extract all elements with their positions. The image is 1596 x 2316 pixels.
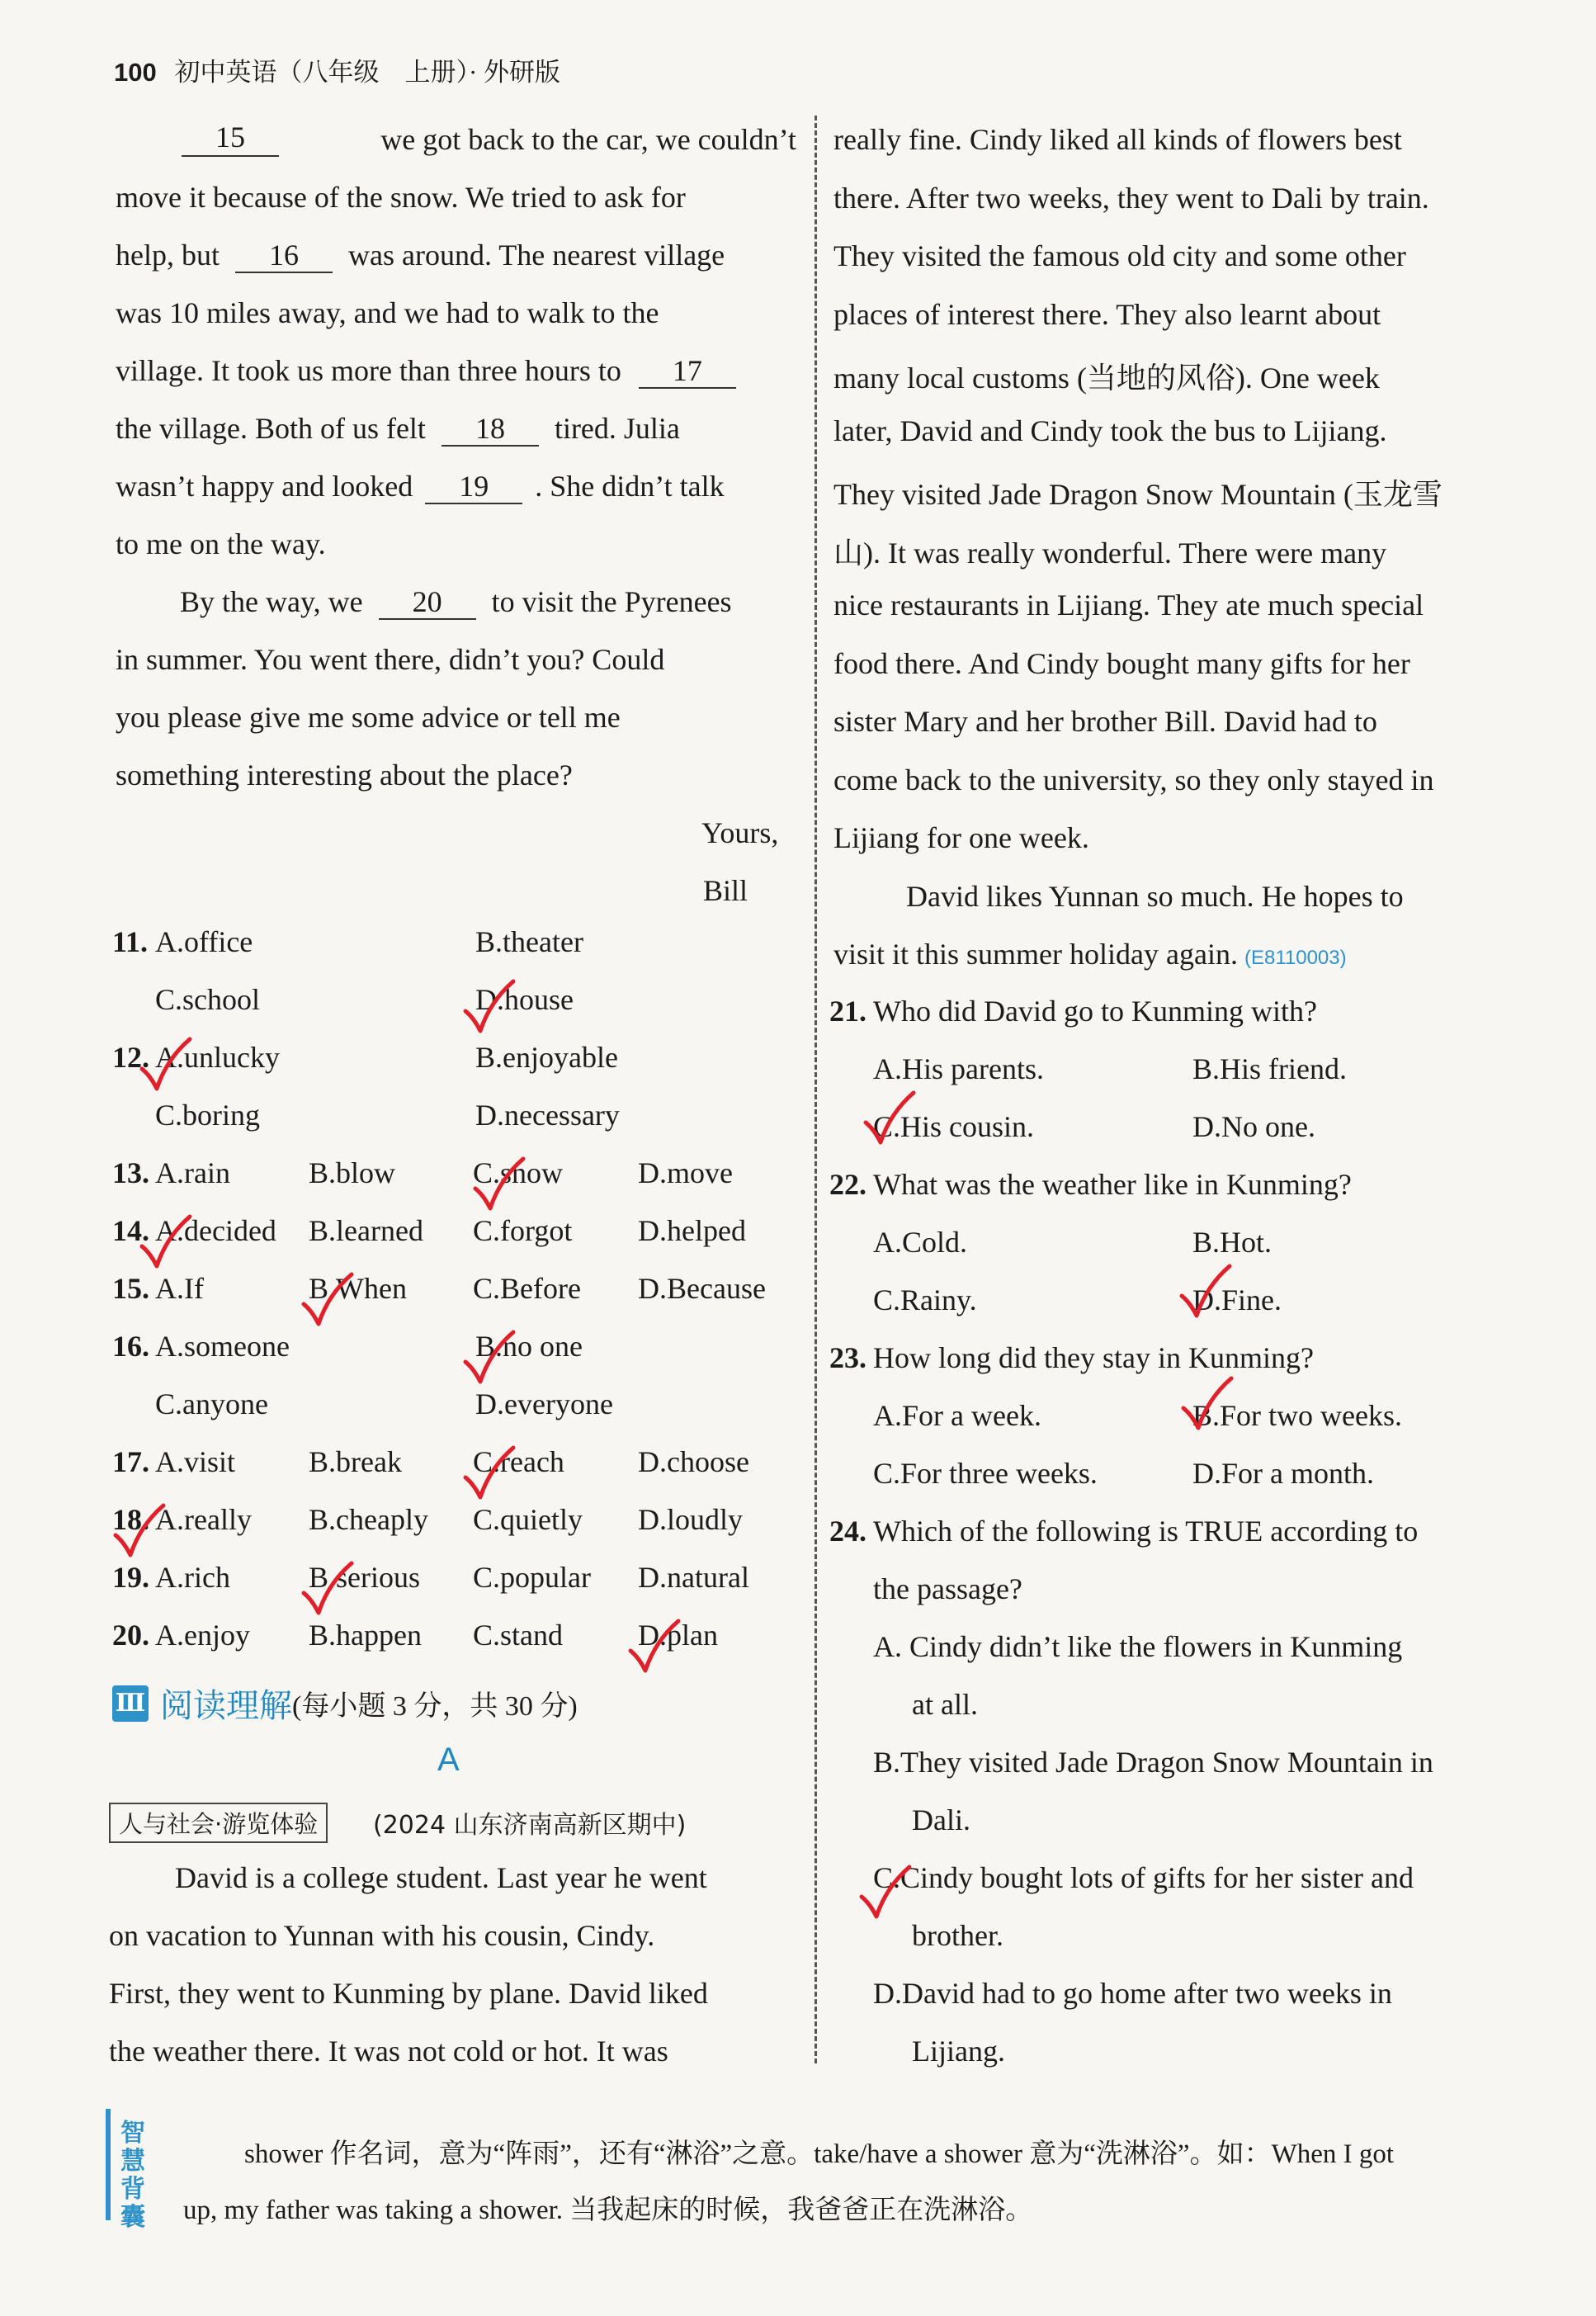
option-c: C.snow — [473, 1156, 564, 1189]
blank-16: 16 — [235, 240, 333, 273]
part-label: A — [437, 1742, 460, 1778]
blank-18: 18 — [441, 414, 539, 447]
tip-label: 智慧背囊 — [120, 2119, 145, 2232]
line-text: Lijiang for one week. — [833, 821, 1089, 854]
tip-bar — [106, 2109, 111, 2220]
option-b-cont: Dali. — [912, 1803, 970, 1836]
passage-line — [833, 239, 1514, 273]
passage-line — [833, 530, 1514, 572]
passage-line — [833, 588, 1514, 622]
check-mark-icon — [1178, 1263, 1236, 1321]
passage-line — [833, 937, 1347, 971]
question-text: Which of the following is TRUE according to — [873, 1515, 1419, 1548]
passage-line — [833, 646, 1514, 681]
option-b: B.Hot. — [1192, 1226, 1273, 1259]
passage-line: you please give me some advice or tell me — [116, 701, 621, 734]
option-a: A.enjoy — [155, 1619, 250, 1652]
question-code: (E8110003) — [1244, 947, 1347, 969]
passage-line — [833, 122, 1514, 157]
section-heading — [112, 1680, 578, 1727]
option-d: D.David had to go home after two weeks in — [873, 1977, 1392, 2010]
question-number: 12. — [112, 1041, 149, 1074]
passage-line — [833, 471, 1514, 513]
passage-line — [116, 122, 796, 157]
tip-line: up, my father was taking a shower. 当我起床的时候，我爸爸正在洗淋浴。 — [183, 2195, 1033, 2225]
option-d: D.house — [475, 983, 574, 1016]
passage-line — [833, 355, 1514, 397]
option-a: A.visit — [155, 1445, 236, 1478]
check-mark-icon — [472, 1156, 530, 1213]
check-mark-icon — [462, 1329, 520, 1387]
source-note: (2024 山东济南高新区期中) — [373, 1811, 687, 1840]
option-d: D.For a month. — [1192, 1457, 1374, 1490]
option-a: A.For a week. — [873, 1399, 1041, 1432]
option-d: D.plan — [638, 1619, 718, 1652]
option-b: B.learned — [309, 1214, 423, 1247]
line-text: later, David and Cindy took the bus to Lijiang. — [833, 414, 1387, 447]
line-text: was around. The nearest village — [347, 239, 725, 272]
option-d: D.move — [638, 1156, 733, 1189]
passage-line — [833, 297, 1514, 332]
passage-line: to me on the way. — [116, 527, 326, 560]
blank-19: 19 — [425, 471, 522, 504]
blank-17: 17 — [639, 356, 736, 389]
option-b: B.theater — [475, 925, 583, 958]
passage-line — [116, 411, 796, 447]
option-c: C.boring — [155, 1099, 261, 1132]
option-c: C.anyone — [155, 1387, 268, 1420]
check-mark-icon — [462, 1444, 520, 1502]
option-b: B.His friend. — [1192, 1052, 1347, 1085]
option-a-cont: at all. — [912, 1688, 978, 1721]
passage-line: was 10 miles away, and we had to walk to the — [116, 296, 659, 329]
check-mark-icon — [139, 1036, 196, 1094]
option-c: C.popular — [473, 1561, 591, 1594]
option-b: B.happen — [309, 1619, 422, 1652]
line-text: there. After two weeks, they went to Dali by train. — [833, 181, 1429, 215]
passage-line: the weather there. It was not cold or hot. It was — [109, 2035, 668, 2068]
option-b: B.When — [309, 1272, 407, 1305]
line-text: David likes Yunnan so much. He hopes to — [906, 879, 1404, 913]
passage-line — [833, 763, 1514, 797]
line-text: wasn’t happy and looked — [116, 470, 413, 503]
blank-20: 20 — [379, 587, 476, 620]
line-text: By the way, we — [180, 585, 363, 618]
option-a: A.decided — [155, 1214, 276, 1247]
line-text: places of interest there. They also learnt about — [833, 297, 1381, 331]
question-number: 19. — [112, 1561, 149, 1594]
question-number: 11. — [112, 925, 149, 958]
check-mark-icon — [112, 1502, 170, 1560]
option-c: C.stand — [473, 1619, 564, 1652]
passage-line: something interesting about the place? — [116, 759, 573, 792]
option-c-cont: brother. — [912, 1919, 1003, 1952]
option-a: A.rich — [155, 1561, 230, 1594]
question-number: 21. — [829, 995, 866, 1028]
option-a: A.If — [155, 1272, 204, 1305]
option-a: A.rain — [155, 1156, 230, 1189]
question-number: 20. — [112, 1619, 149, 1652]
question-text: the passage? — [873, 1572, 1022, 1605]
passage-line — [906, 879, 1514, 914]
book-title: 初中英语（八年级 上册）· 外研版 — [174, 58, 561, 87]
line-text: They visited Jade Dragon Snow Mountain (玉龙雪 — [833, 478, 1443, 511]
option-b: B.enjoyable — [475, 1041, 618, 1074]
letter-closing: Yours, — [701, 816, 779, 849]
option-b: B.break — [309, 1445, 402, 1478]
line-text: food there. And Cindy bought many gifts for her — [833, 646, 1410, 680]
line-text: really fine. Cindy liked all kinds of flowers best — [833, 123, 1402, 156]
option-a: A.really — [155, 1503, 252, 1536]
option-a: A.His parents. — [873, 1052, 1044, 1085]
option-b: B.They visited Jade Dragon Snow Mountain in — [873, 1746, 1433, 1779]
line-text: the village. Both of us felt — [116, 412, 426, 445]
passage-line — [180, 584, 732, 620]
option-d: D.Because — [638, 1272, 766, 1305]
option-b: B.cheaply — [309, 1503, 428, 1536]
line-text: many local customs (当地的风俗). One week — [833, 362, 1380, 395]
option-d: D.necessary — [475, 1099, 620, 1132]
passage-line — [116, 238, 796, 273]
check-mark-icon — [627, 1618, 685, 1676]
page-number: 100 — [114, 58, 157, 87]
line-text: tired. Julia — [554, 412, 680, 445]
question-number: 14. — [112, 1214, 149, 1247]
tip-line: shower 作名词，意为“阵雨”，还有“淋浴”之意。take/have a shower 意为“洗淋浴”。如：When I got — [244, 2139, 1395, 2169]
check-mark-icon — [300, 1560, 358, 1618]
question-number: 18. — [112, 1503, 149, 1536]
option-c: C.His cousin. — [873, 1110, 1035, 1143]
question-number: 22. — [829, 1168, 866, 1201]
option-d: D.everyone — [475, 1387, 613, 1420]
passage-line: First, they went to Kunming by plane. David liked — [109, 1977, 708, 2010]
question-number: 17. — [112, 1445, 149, 1478]
column-divider — [815, 116, 817, 2063]
section-subtitle: (每小题 3 分，共 30 分) — [292, 1691, 578, 1722]
option-a: A.Cold. — [873, 1226, 968, 1259]
passage-line: on vacation to Yunnan with his cousin, Cindy. — [109, 1919, 655, 1952]
page-header — [114, 51, 560, 88]
question-number: 16. — [112, 1330, 149, 1363]
passage-line: in summer. You went there, didn’t you? Could — [116, 643, 665, 676]
question-number: 23. — [829, 1341, 866, 1374]
line-text: village. It took us more than three hours to — [116, 354, 621, 387]
check-mark-icon — [862, 1089, 920, 1147]
line-text: come back to the university, so they only stayed in — [833, 763, 1434, 796]
option-d: D.natural — [638, 1561, 749, 1594]
passage-line — [116, 469, 796, 504]
check-mark-icon — [462, 978, 520, 1036]
option-d-cont: Lijiang. — [912, 2035, 1005, 2068]
passage-line: David is a college student. Last year he went — [175, 1861, 707, 1894]
check-mark-icon — [1180, 1375, 1238, 1433]
option-c: C.Before — [473, 1272, 581, 1305]
option-b: B.For two weeks. — [1192, 1399, 1402, 1432]
option-b: B.no one — [475, 1330, 583, 1363]
option-b: B.blow — [309, 1156, 396, 1189]
section-number: Ⅲ — [112, 1685, 149, 1722]
line-text: visit it this summer holiday again. — [833, 938, 1238, 971]
check-mark-icon — [300, 1271, 358, 1329]
question-number: 13. — [112, 1156, 149, 1189]
option-d: D.Fine. — [1192, 1283, 1282, 1316]
check-mark-icon — [858, 1864, 916, 1921]
line-text: we got back to the car, we couldn’t — [380, 123, 796, 156]
letter-signature: Bill — [703, 874, 748, 907]
line-text: to visit the Pyrenees — [491, 585, 732, 618]
question-number: 24. — [829, 1515, 866, 1548]
option-d: D.helped — [638, 1214, 746, 1247]
blank-15: 15 — [182, 122, 279, 157]
option-a: A. Cindy didn’t like the flowers in Kunming — [873, 1630, 1403, 1663]
passage-line — [116, 353, 796, 389]
question-text: How long did they stay in Kunming? — [873, 1341, 1314, 1374]
line-text: They visited the famous old city and some other — [833, 239, 1406, 272]
option-b: B.serious — [309, 1561, 420, 1594]
line-text: 山). It was really wonderful. There were many — [833, 536, 1387, 570]
passage-line: move it because of the snow. We tried to ask for — [116, 181, 686, 214]
option-c: C.Cindy bought lots of gifts for her sister and — [873, 1861, 1414, 1894]
option-a: A.someone — [155, 1330, 290, 1363]
topic-tag: 人与社会·游览体验 — [109, 1803, 328, 1843]
line-text: sister Mary and her brother Bill. David had to — [833, 705, 1377, 738]
section-title: 阅读理解 — [160, 1687, 292, 1725]
line-text: help, but — [116, 239, 220, 272]
option-c: C.reach — [473, 1445, 564, 1478]
option-a: A.unlucky — [155, 1041, 280, 1074]
line-text: . She didn’t talk — [535, 470, 725, 503]
passage-line — [833, 414, 1514, 448]
option-d: D.No one. — [1192, 1110, 1315, 1143]
passage-line — [833, 704, 1514, 739]
question-number: 15. — [112, 1272, 149, 1305]
option-d: D.loudly — [638, 1503, 744, 1536]
option-d: D.choose — [638, 1445, 749, 1478]
question-text: Who did David go to Kunming with? — [873, 995, 1317, 1028]
line-text: nice restaurants in Lijiang. They ate much special — [833, 588, 1424, 622]
option-c: C.quietly — [473, 1503, 583, 1536]
passage-line — [833, 820, 1089, 855]
option-c: C.For three weeks. — [873, 1457, 1098, 1490]
check-mark-icon — [139, 1213, 196, 1271]
question-text: What was the weather like in Kunming? — [873, 1168, 1352, 1201]
option-a: A.office — [155, 925, 253, 958]
option-c: C.school — [155, 983, 261, 1016]
passage-line — [833, 181, 1514, 215]
option-c: C.Rainy. — [873, 1283, 977, 1316]
option-c: C.forgot — [473, 1214, 573, 1247]
